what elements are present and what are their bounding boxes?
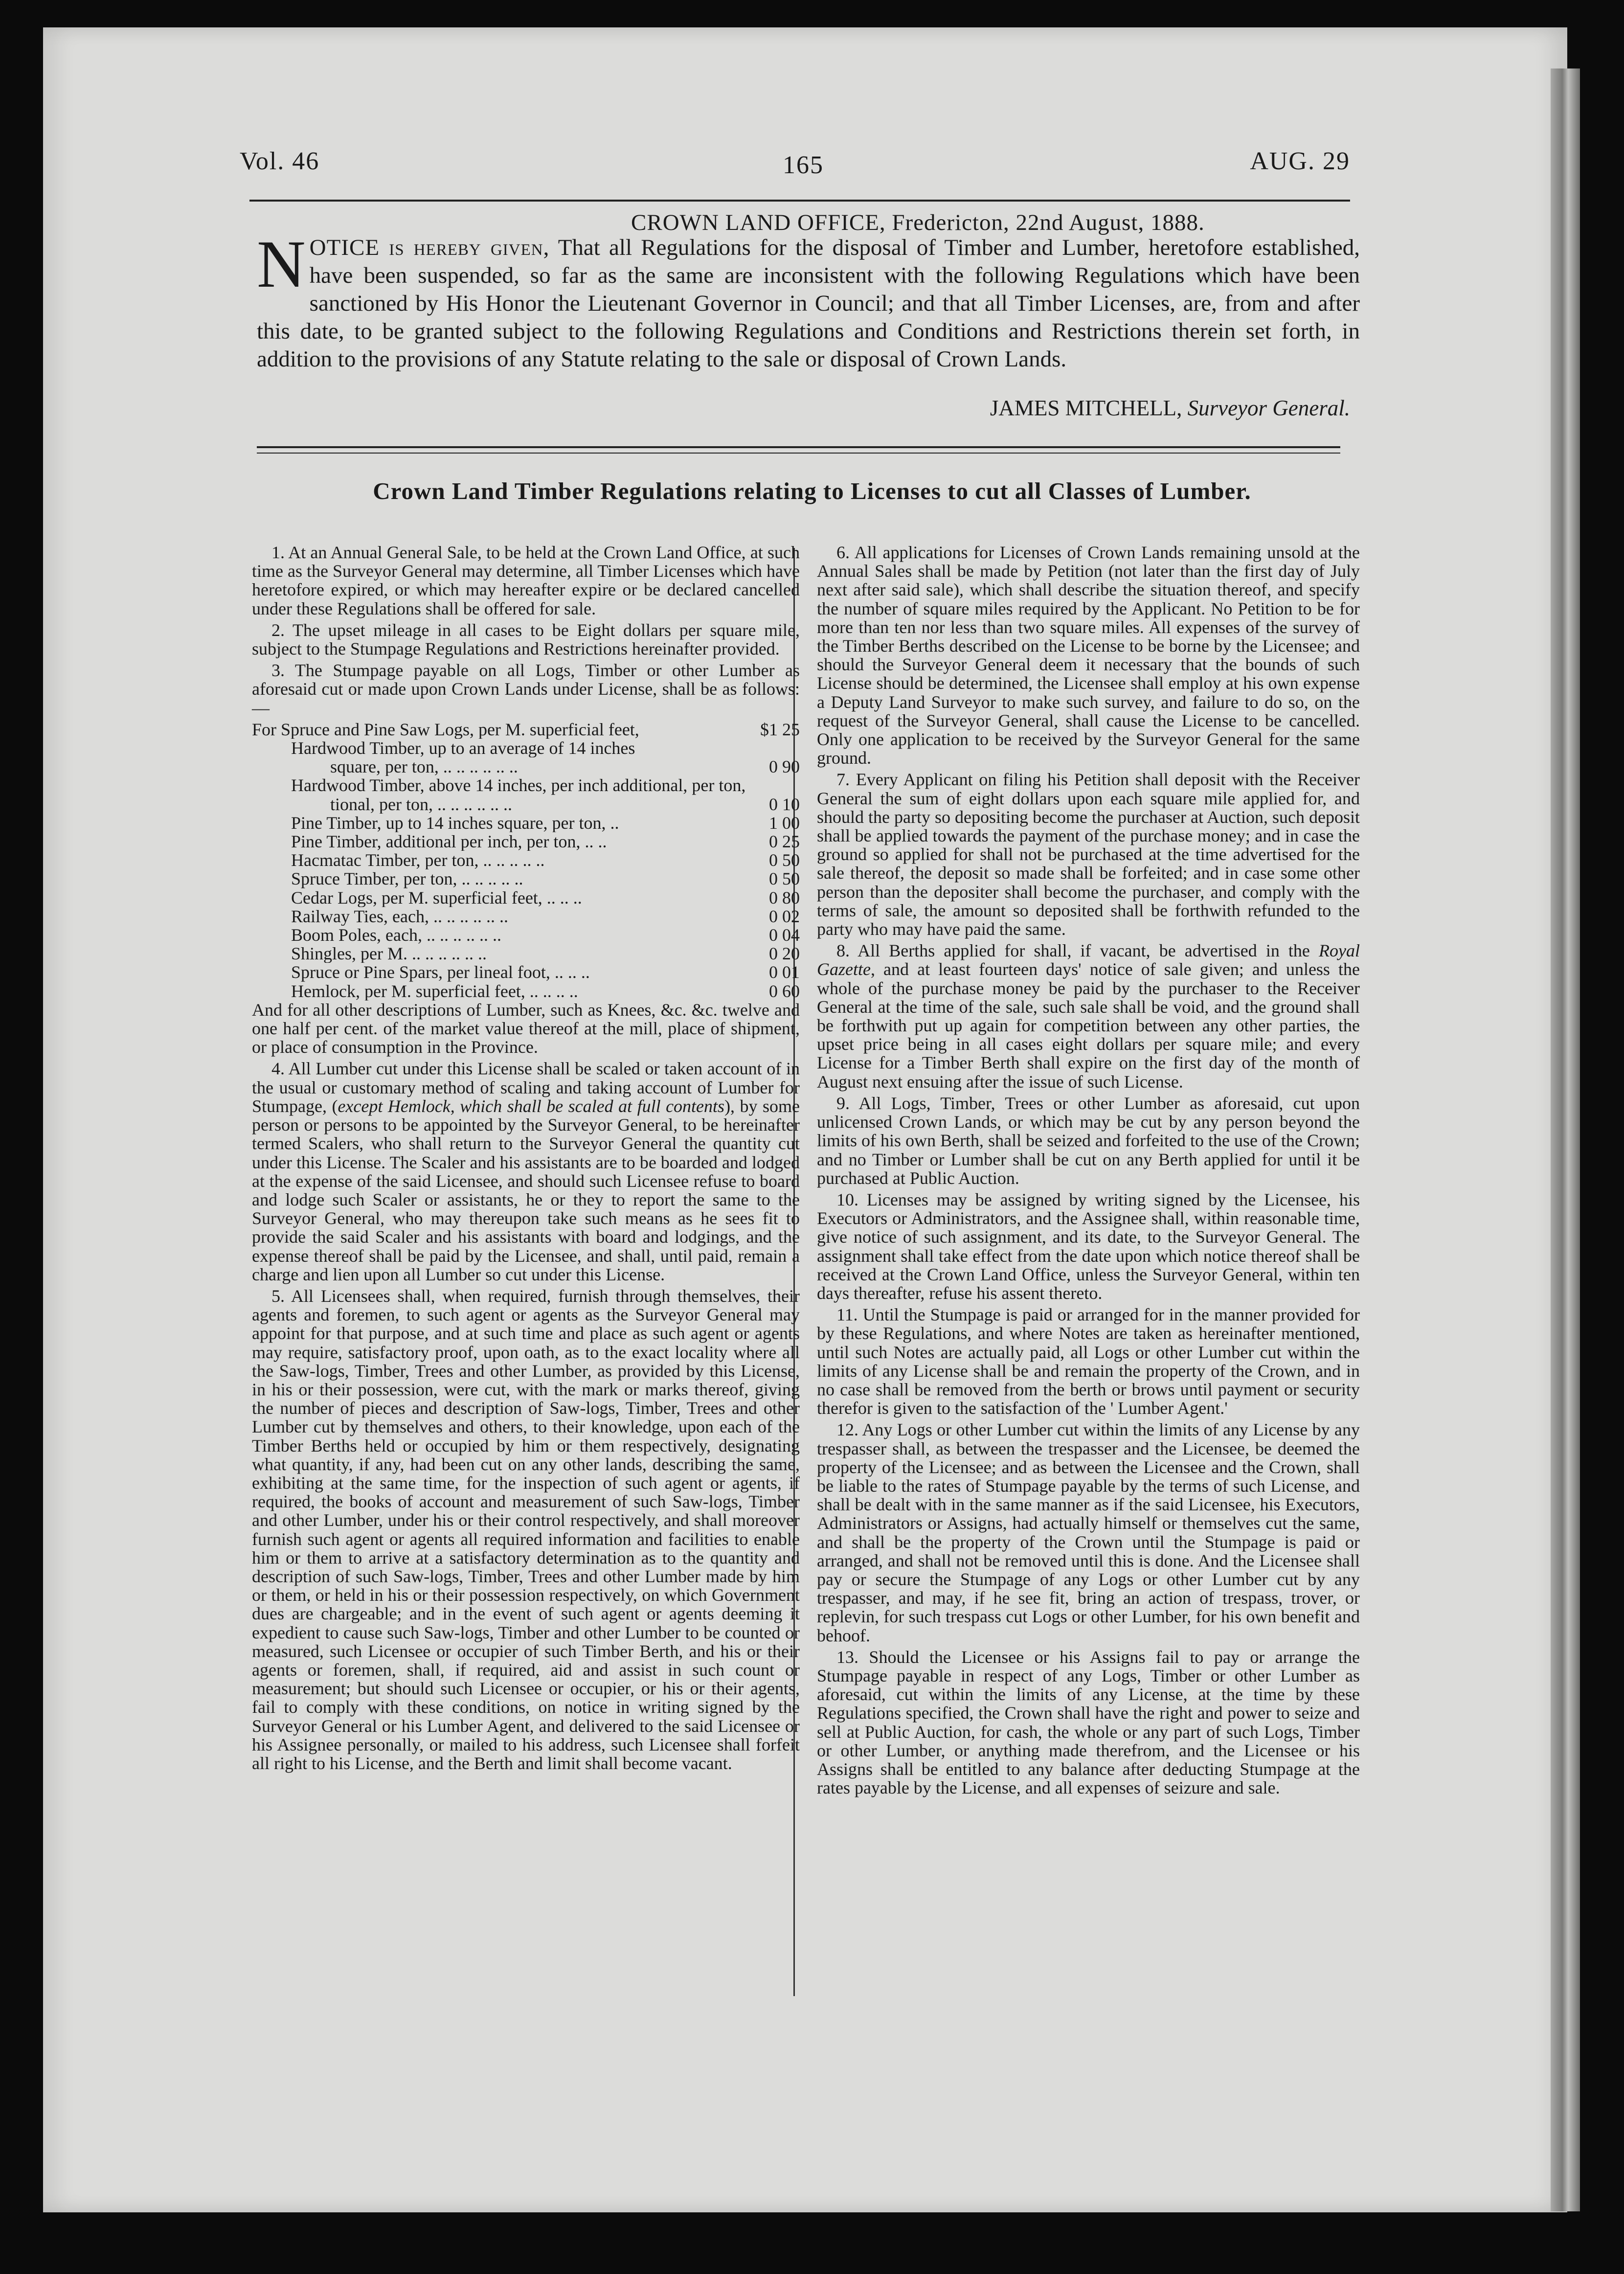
signature	[990, 395, 1350, 421]
regulation-10: 10. Licenses may be assigned by writing signed by the Licensee, his Executors or Administrators, and the Assignee shall, within reasonable time, give notice of such assignment, and its date, to the Surveyor General. The assignment shall take effect from the date upon which notice thereof shall be received at the Crown Land Office, unless the Surveyor General, within ten days thereafter, refuse his assent thereto.	[817, 1189, 1360, 1303]
regulation-3-other-lumber: And for all other descriptions of Lumber, such as Knees, &c. &c. twelve and one half per cent. of the market value thereof at the mill, place of shipment, or place of consumption in the Province.	[252, 1000, 800, 1057]
book-page-edge	[1551, 68, 1580, 2211]
section-rule-top	[257, 446, 1340, 448]
header-rule	[249, 200, 1350, 202]
regulation-1: 1. At an Annual General Sale, to be held at the Crown Land Office, at such time as the Surveyor General may determine, all Timber Licenses which have heretofore expired, or which may hereafter expire or be declared cancelled under these Regulations shall be offered for sale.	[252, 543, 800, 618]
rate-row: Pine Timber, up to 14 inches square, per ton, .. 1 00	[291, 813, 800, 833]
notice-lead: OTICE is hereby given,	[309, 235, 550, 260]
rate-row: square, per ton, .. .. .. .. .. .. 0 90	[330, 757, 800, 777]
page-number: 165	[783, 151, 824, 179]
rate-row: Cedar Logs, per M. superficial feet, .. .. .. 0 80	[291, 887, 800, 908]
regulation-13: 13. Should the Licensee or his Assigns fail to pay or arrange the Stumpage payable in respect of any Logs, Timber or other Lumber as aforesaid, cut within the limits of any License, at the time by these Regulations specified, the Crown shall have the right and power to seize and sell at Public Auction, for cash, the whole or any part of such Logs, Timber or other Lumber, or anything made therefrom, and the Licensee or his Assigns shall be entitled to any balance after deducting Stumpage at the rates payable by the License, and all expenses of seizure and sale.	[817, 1647, 1360, 1798]
rate-row: Hacmatac Timber, per ton, .. .. .. .. .. 0 50	[291, 850, 800, 870]
left-column	[252, 543, 800, 1775]
rate-row: Shingles, per M. .. .. .. .. .. .. 0 20	[291, 944, 800, 964]
signature-title: Surveyor General.	[1187, 396, 1350, 420]
issue-date: AUG. 29	[1250, 147, 1350, 175]
regulation-7: 7. Every Applicant on filing his Petition shall deposit with the Receiver General the sum of eight dollars upon each square mile applied for, and should the party so depositing become the purchaser at Auction, such deposit shall be applied towards the payment of the purchase money; and in case the ground so applied for shall not be purchased at the time advertised for the sale thereof, the deposit so made shall be forfeited; and in case some other person than the depositer shall become the purchaser, and comply with the terms of sale, the amount so deposited shall be forthwith refunded to the party who may have paid the same.	[817, 770, 1360, 939]
regulation-2: 2. The upset mileage in all cases to be Eight dollars per square mile, subject to the Stumpage Regulations and Restrictions hereinafter provided.	[252, 620, 800, 659]
volume-number: Vol. 46	[240, 147, 320, 175]
regulation-4: 4. All Lumber cut under this License shall be scaled or taken account of in the usual or customary method of scaling and taking account of Lumber for Stumpage, (except Hemlock, which shall be scaled at full contents), by some person or persons to be appointed by the Surveyor General, to be hereinafter termed Scalers, who shall return to the Surveyor General the quantity cut under this License. The Scaler and his assistants are to be boarded and lodged at the expense of the said Licensee, and should such Licensee refuse to board and lodge such Scaler or assistants, he or they to report the same to the Surveyor General, who may thereupon take such means as he sees fit to provide the said Scaler and his assistants with board and lodgings, and the expense thereof shall be paid by the Licensee, and shall, until paid, remain a charge and lien upon all Lumber so cut under this License.	[252, 1059, 800, 1284]
running-header	[240, 147, 1350, 186]
signature-name: JAMES MITCHELL,	[990, 396, 1182, 420]
regulation-5: 5. All Licensees shall, when required, furnish through themselves, their agents and foremen, to such agent or agents as the Surveyor General may appoint for that purpose, and at such time and place as such agent or agents may require, satisfactory proof, upon oath, as to the exact locality where all the Saw-logs, Timber, Trees and other Lumber, as provided by this License, in his or their possession, were cut, with the mark or marks thereof, giving the number of pieces and description of Saw-logs, Timber, Trees and other Lumber cut by themselves and others, to their knowledge, upon each of the Timber Berths held or occupied by him or them respectively, designating what quantity, if any, had been cut on any other lands, describing the same, exhibiting at the same time, for the inspection of such agent or agents, if required, the books of account and measurement of such Saw-logs, Timber and other Lumber, under his or their control respectively, and shall moreover furnish such agent or agents all required information and facilities to enable him or them to arrive at a satisfactory determination as to the quantity and description of such Saw-logs, Timber, Trees and other Lumber made by him or them, or held in his or their possession respectively, on which Government dues are chargeable; and in the event of such agent or agents deeming it expedient to cause such Saw-logs, Timber and other Lumber to be counted or measured, such Licensee or occupier of such Timber Berth, and his or their agents or foremen, shall, if required, aid and assist in such count or measurement; but should such Licensee or occupier, or his or their agents, fail to comply with these conditions, on notice in writing signed by the Surveyor General or his Lumber Agent, and delivered to the said Licensee or his Assignee personally, or mailed to his address, such Licensee shall forfeit all right to his License, and the Berth and limit shall become vacant.	[252, 1286, 800, 1773]
drop-cap: N	[257, 227, 306, 301]
rate-row: Hemlock, per M. superficial feet, .. .. .. .. 0 60	[291, 981, 800, 1001]
regulation-3: 3. The Stumpage payable on all Logs, Timber or other Lumber as aforesaid cut or made upon Crown Lands under License, shall be as follows:—	[252, 660, 800, 718]
rate-row: Railway Ties, each, .. .. .. .. .. .. 0 02	[291, 906, 800, 926]
rate-row: Hardwood Timber, above 14 inches, per inch additional, per ton,	[291, 776, 746, 795]
rate-row: Hardwood Timber, up to an average of 14 inches	[291, 739, 635, 758]
rate-row: tional, per ton, .. .. .. .. .. .. 0 10	[330, 794, 800, 814]
rate-row: Spruce Timber, per ton, .. .. .. .. .. 0 50	[291, 869, 800, 889]
notice-heading: CROWN LAND OFFICE, Fredericton, 22nd August, 1888.	[631, 210, 1205, 235]
notice-body	[257, 227, 1360, 373]
stumpage-rates-table	[252, 720, 800, 1001]
section-rule-bottom	[257, 453, 1340, 454]
rate-row: Boom Poles, each, .. .. .. .. .. .. 0 04	[291, 925, 800, 945]
rate-row: Spruce or Pine Spars, per lineal foot, .. .. .. 0 01	[291, 962, 800, 982]
regulation-6: 6. All applications for Licenses of Crown Lands remaining unsold at the Annual Sales shall be made by Petition (not later than the first day of July next after said sale), which shall describe the situation thereof, and specify the number of square miles required by the Applicant. No Petition to be for more than ten nor less than two square miles. All expenses of the survey of the Timber Berths described on the License to be borne by the Licensee; and should the Surveyor General deem it necessary that the bounds of such License should be determined, the Licensee shall employ at his own expense a Deputy Land Surveyor to make such survey, and failure to do so, on the request of the Surveyor General, shall cause the License to be cancelled. Only one application to be received by the Surveyor General for the same ground.	[817, 543, 1360, 768]
regulations-title: Crown Land Timber Regulations relating to Licenses to cut all Classes of Lumber.	[373, 478, 1251, 504]
notice-text: That all Regulations for the disposal of Timber and Lumber, heretofore established, have been suspended, so far as the same are inconsistent with the following Regulations which have been sanctioned by His Honor the Lieutenant Governor in Council; and that all Timber Licenses, are, from and after this date, to be granted subject to the following Regulations and Conditions and Restrictions therein set forth, in addition to the provisions of any Statute relating to the sale or disposal of Crown Lands.	[257, 235, 1360, 372]
regulation-11: 11. Until the Stumpage is paid or arranged for in the manner provided for by these Regulations, and where Notes are taken as hereinafter mentioned, until such Notes are actually paid, all Logs or other Lumber cut within the limits of any License shall be and remain the property of the Crown, and in no case shall be removed from the berth or brows until payment or security therefor is given to the satisfaction of the ' Lumber Agent.'	[817, 1305, 1360, 1418]
regulation-8: 8. All Berths applied for shall, if vacant, be advertised in the Royal Gazette, and at least fourteen days' notice of sale given; and unless the whole of the purchase money be paid by the purchaser to the Receiver General at the time of the sale, such sale shall be void, and the ground shall be forthwith put up again for competition between any other parties, the upset price being in all cases eight dollars per square mile; and every License for a Timber Berth shall expire on the first day of the month of August next ensuing after the issue of such License.	[817, 941, 1360, 1092]
rate-row: Pine Timber, additional per inch, per ton, .. .. 0 25	[291, 832, 800, 852]
regulation-9: 9. All Logs, Timber, Trees or other Lumber as aforesaid, cut upon unlicensed Crown Lands, or which may be cut by any person beyond the limits of his own Berth, shall be seized and forfeited to the use of the Crown; and no Timber or Lumber shall be cut on any Berth applied for until it be purchased at Public Auction.	[817, 1093, 1360, 1188]
rate-row: For Spruce and Pine Saw Logs, per M. superficial feet, $1 25	[252, 719, 800, 739]
right-column	[817, 543, 1360, 1800]
regulation-12: 12. Any Logs or other Lumber cut within the limits of any License by any trespasser shall, as between the trespasser and the Licensee, be deemed the property of the Licensee; and as between the Licensee and the Crown, shall be liable to the rates of Stumpage payable by the terms of such License, and shall be dealt with in the same manner as if the said Licensee, his Executors, Administrators or Assigns, had actually himself or themselves cut the same, and shall be the property of the Crown until the Stumpage is paid or arranged, and shall not be removed until this is done. And the Licensee shall pay or secure the Stumpage of any Logs or other Lumber cut by any trespasser, and may, if he see fit, bring an action of trespass, trover, or replevin, for such trespass cut Logs or other Lumber, for his own benefit and behoof.	[817, 1420, 1360, 1645]
